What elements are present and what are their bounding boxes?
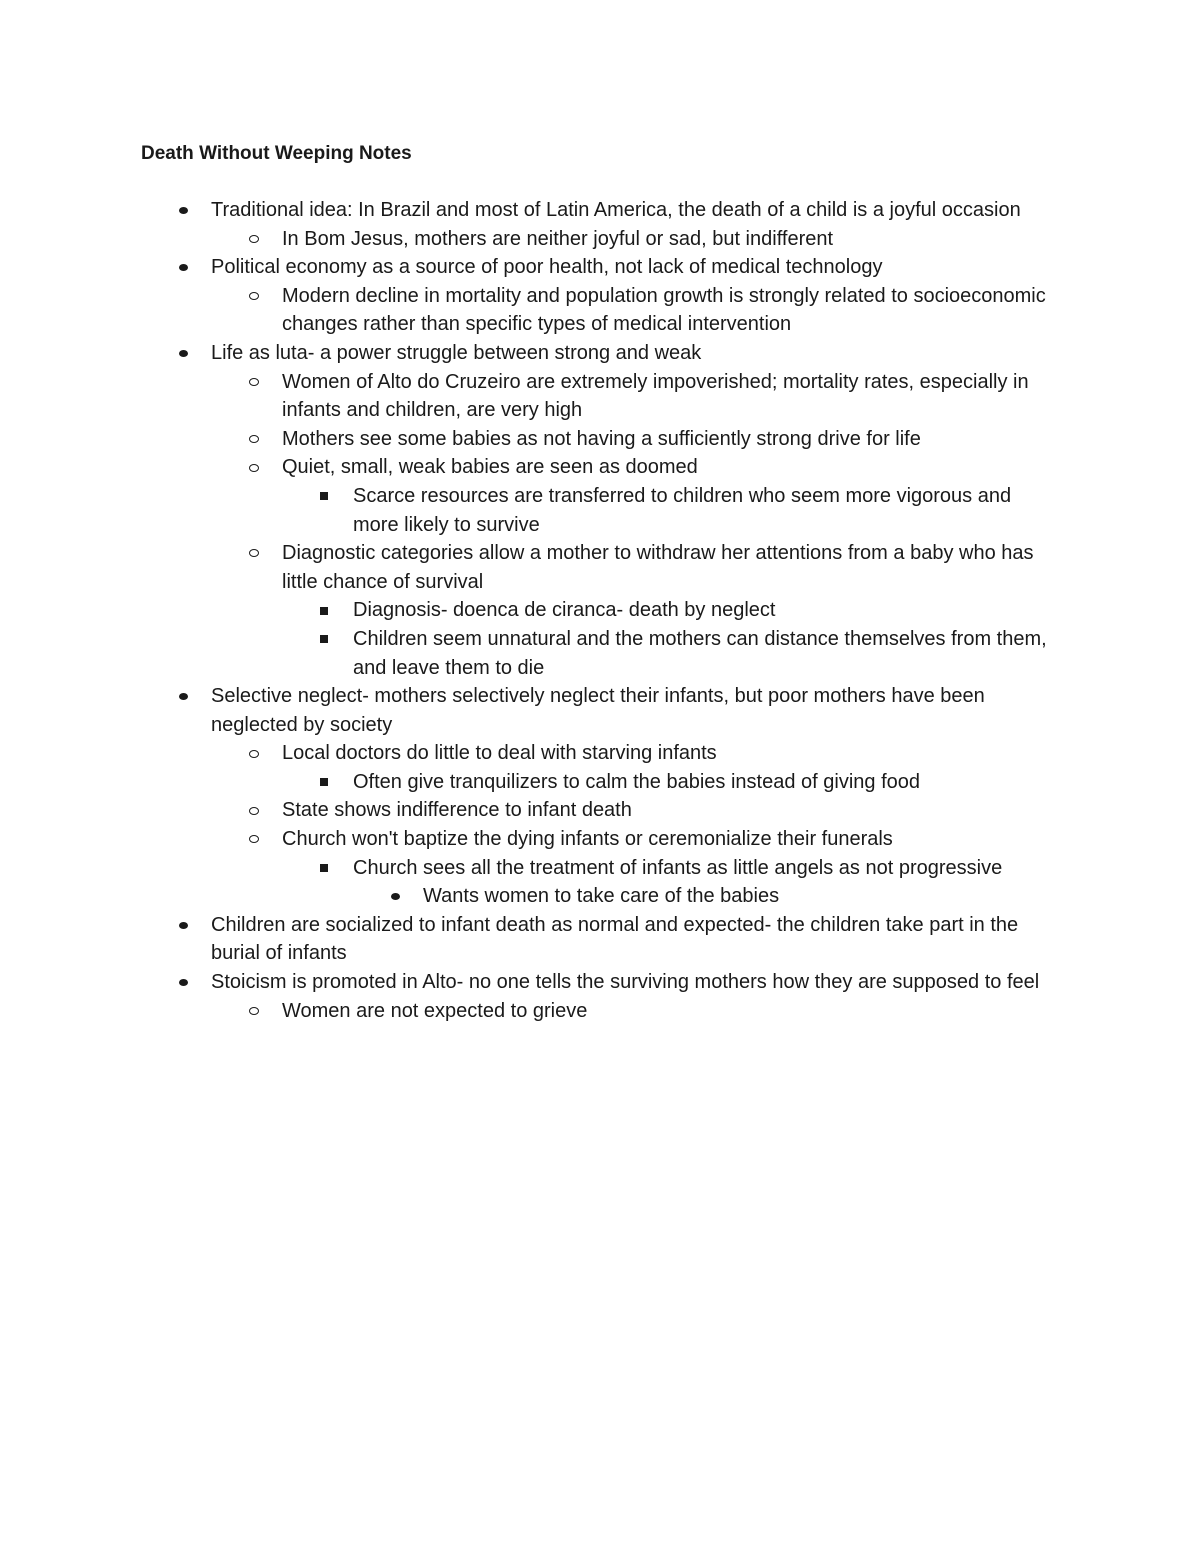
filled-circle-icon-shape (179, 922, 188, 929)
filled-circle-icon-shape (179, 264, 188, 271)
list-item (0, 796, 1200, 825)
filled-circle-icon-shape (179, 693, 188, 700)
hollow-circle-icon (244, 796, 264, 825)
list-item-text: Women are not expected to grieve (282, 999, 588, 1022)
hollow-circle-icon-shape (249, 549, 259, 557)
filled-square-icon-shape (320, 492, 328, 500)
hollow-circle-icon-shape (249, 1007, 259, 1015)
list-item-text: Diagnostic categories allow a mother to withdraw her attentions from a baby who has little chance of survival (282, 542, 1034, 593)
list-item-text: Wants women to take care of the babies (423, 885, 780, 908)
list-item (0, 596, 1200, 625)
list-item (0, 997, 1200, 1026)
notes-list (0, 196, 1200, 1025)
list-item-text: Local doctors do little to deal with starving infants (282, 742, 717, 765)
list-item-text: State shows indifference to infant death (282, 799, 632, 822)
list-item (0, 682, 1200, 739)
hollow-circle-icon (244, 453, 264, 482)
list-item (0, 768, 1200, 797)
list-item (0, 453, 1200, 482)
list-item (0, 968, 1200, 997)
list-item (0, 825, 1200, 854)
list-item-text: Church won't baptize the dying infants or ceremonialize their funerals (282, 828, 893, 851)
list-item-text: Scarce resources are transferred to children who seem more vigorous and more likely to survive (353, 484, 1012, 536)
filled-circle-icon-shape (179, 350, 188, 357)
hollow-circle-icon-shape (249, 750, 259, 758)
list-item-text: Political economy as a source of poor health, not lack of medical technology (211, 256, 883, 279)
list-item (0, 253, 1200, 282)
list-item (0, 425, 1200, 454)
hollow-circle-icon (244, 425, 264, 454)
hollow-circle-icon-shape (249, 378, 259, 386)
list-item (0, 339, 1200, 368)
hollow-circle-icon-shape (249, 464, 259, 472)
list-item-text: Selective neglect- mothers selectively neglect their infants, but poor mothers have been neglected by society (211, 685, 985, 736)
filled-square-icon-shape (320, 864, 328, 872)
filled-circle-icon-shape (179, 207, 188, 214)
hollow-circle-icon (244, 282, 264, 311)
list-item (0, 911, 1200, 968)
document-title: Death Without Weeping Notes (141, 143, 412, 164)
hollow-circle-icon (244, 825, 264, 854)
hollow-circle-icon-shape (249, 835, 259, 843)
hollow-circle-icon-shape (249, 235, 259, 243)
list-item (0, 739, 1200, 768)
filled-circle-icon (173, 339, 193, 368)
filled-square-icon (314, 854, 334, 883)
list-item-text: Life as luta- a power struggle between strong and weak (211, 341, 702, 364)
filled-square-icon (314, 482, 334, 511)
list-item (0, 482, 1200, 539)
filled-circle-icon-shape (391, 893, 400, 900)
list-item-text: Often give tranquilizers to calm the babies instead of giving food (353, 770, 920, 793)
filled-square-icon-shape (320, 635, 328, 643)
hollow-circle-icon-shape (249, 807, 259, 815)
hollow-circle-icon (244, 997, 264, 1026)
list-item-text: Quiet, small, weak babies are seen as doomed (282, 456, 698, 479)
filled-circle-icon (173, 968, 193, 997)
list-item-text: Stoicism is promoted in Alto- no one tells the surviving mothers how they are supposed to feel (211, 971, 1040, 994)
filled-circle-icon (173, 253, 193, 282)
list-item (0, 368, 1200, 425)
list-item-text: Children are socialized to infant death as normal and expected- the children take part in the burial of infants (211, 913, 1019, 965)
list-item (0, 882, 1200, 911)
list-item-text: Mothers see some babies as not having a sufficiently strong drive for life (282, 427, 921, 450)
list-item-text: Modern decline in mortality and population growth is strongly related to socioeconomic changes rather than specific types of medical intervention (282, 284, 1046, 336)
hollow-circle-icon (244, 225, 264, 254)
list-item (0, 539, 1200, 596)
list-item-text: Diagnosis- doenca de ciranca- death by neglect (353, 599, 776, 622)
list-item-text: Women of Alto do Cruzeiro are extremely impoverished; mortality rates, especially in infants and children, are very high (282, 370, 1029, 422)
hollow-circle-icon (244, 739, 264, 768)
list-item-text: In Bom Jesus, mothers are neither joyful or sad, but indifferent (282, 227, 834, 250)
list-item (0, 225, 1200, 254)
filled-square-icon (314, 625, 334, 654)
list-item (0, 282, 1200, 339)
hollow-circle-icon (244, 368, 264, 397)
hollow-circle-icon-shape (249, 292, 259, 300)
list-item-text: Children seem unnatural and the mothers can distance themselves from them, and leave them to die (353, 627, 1047, 679)
filled-square-icon-shape (320, 778, 328, 786)
filled-circle-icon (173, 911, 193, 940)
list-item (0, 625, 1200, 682)
list-item (0, 196, 1200, 225)
filled-circle-icon (173, 196, 193, 225)
hollow-circle-icon (244, 539, 264, 568)
list-item-text: Traditional idea: In Brazil and most of Latin America, the death of a child is a joyful occasion (211, 199, 1021, 221)
filled-circle-icon-shape (179, 979, 188, 986)
filled-circle-icon (173, 682, 193, 711)
filled-square-icon (314, 596, 334, 625)
filled-square-icon (314, 768, 334, 797)
filled-square-icon-shape (320, 607, 328, 615)
hollow-circle-icon-shape (249, 435, 259, 443)
list-item (0, 854, 1200, 883)
filled-circle-icon (385, 882, 405, 911)
list-item-text: Church sees all the treatment of infants as little angels as not progressive (353, 856, 1003, 879)
